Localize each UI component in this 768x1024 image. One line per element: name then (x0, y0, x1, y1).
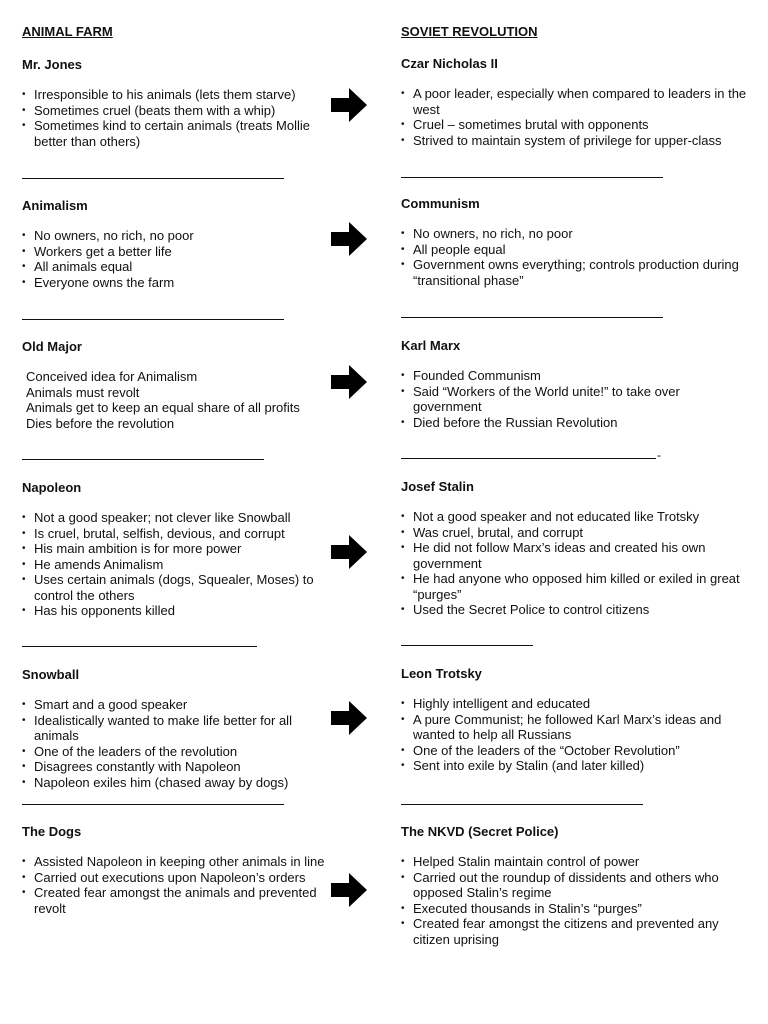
list-item: • One of the leaders of the revolution (22, 744, 327, 760)
plain-list (22, 369, 327, 431)
section-title: Communism (401, 196, 480, 211)
list-item: • Died before the Russian Revolution (401, 415, 751, 431)
list-item: • Sometimes kind to certain animals (treats Mollie better than others) (22, 118, 327, 149)
section-czar-nicholas (401, 56, 751, 148)
section-title: Josef Stalin (401, 479, 474, 494)
right-arrow-icon (331, 365, 367, 399)
section-mr-jones (22, 57, 327, 149)
list-item: Dies before the revolution (26, 415, 175, 431)
list-item: • Irresponsible to his animals (lets them starve) (22, 87, 327, 103)
right-arrow-icon (331, 222, 367, 256)
list-item: • Carried out executions upon Napoleon’s orders (22, 870, 327, 886)
list-item: • Used the Secret Police to control citizens (401, 602, 751, 618)
list-item: • Helped Stalin maintain control of power (401, 854, 751, 870)
bullet-list (22, 87, 327, 149)
section-communism (401, 196, 751, 288)
list-item: • Not a good speaker and not educated like Trotsky (401, 509, 751, 525)
list-item: • No owners, no rich, no poor (401, 226, 751, 242)
list-item: • Created fear amongst the animals and prevented revolt (22, 885, 327, 916)
section-title: Mr. Jones (22, 57, 82, 72)
bullet-list (22, 854, 327, 916)
list-item: • Founded Communism (401, 368, 751, 384)
divider-line (22, 319, 284, 320)
list-item: • Assisted Napoleon in keeping other animals in line (22, 854, 327, 870)
list-item: • All animals equal (22, 259, 327, 275)
section-title: Napoleon (22, 480, 82, 495)
list-item: • Sometimes cruel (beats them with a whip) (22, 103, 327, 119)
section-the-dogs (22, 824, 327, 916)
right-arrow-icon (331, 873, 367, 907)
list-item: • Created fear amongst the citizens and prevented any citizen uprising (401, 916, 751, 947)
list-item: • Not a good speaker; not clever like Snowball (22, 510, 327, 526)
divider-line (401, 317, 663, 318)
section-title: Leon Trotsky (401, 666, 482, 681)
section-title: Czar Nicholas II (401, 56, 498, 71)
list-item: • All people equal (401, 242, 751, 258)
right-arrow-icon (331, 88, 367, 122)
section-title: Snowball (22, 667, 80, 682)
list-item: • Cruel – sometimes brutal with opponents (401, 117, 751, 133)
section-title: The NKVD (Secret Police) (401, 824, 559, 839)
section-napoleon (22, 480, 327, 619)
divider-line (401, 458, 656, 459)
section-animalism (22, 198, 327, 290)
bullet-list (22, 510, 327, 619)
list-item: • Sent into exile by Stalin (and later killed) (401, 758, 751, 774)
list-item: • Executed thousands in Stalin’s “purges” (401, 901, 751, 917)
divider-line (22, 804, 284, 805)
list-item: Conceived idea for Animalism (26, 369, 198, 384)
section-snowball (22, 667, 327, 790)
section-title: Animalism (22, 198, 88, 213)
divider-line (401, 804, 643, 805)
bullet-list (401, 509, 751, 618)
list-item: • Strived to maintain system of privilege for upper-class (401, 133, 751, 149)
divider-line (22, 459, 264, 460)
soviet-revolution-header: SOVIET REVOLUTION (401, 24, 538, 39)
right-arrow-icon (331, 701, 367, 735)
list-item: • His main ambition is for more power (22, 541, 327, 557)
bullet-list (401, 368, 751, 430)
list-item: • He had anyone who opposed him killed or exiled in great “purges” (401, 571, 751, 602)
list-item: • Everyone owns the farm (22, 275, 327, 291)
section-josef-stalin (401, 479, 751, 618)
bullet-list (401, 854, 751, 947)
bullet-list (401, 86, 751, 148)
list-item: • A poor leader, especially when compared to leaders in the west (401, 86, 751, 117)
divider-line (401, 177, 663, 178)
right-arrow-icon (331, 535, 367, 569)
list-item: • No owners, no rich, no poor (22, 228, 327, 244)
list-item: • Idealistically wanted to make life better for all animals (22, 713, 327, 744)
list-item: • Said “Workers of the World unite!” to take over government (401, 384, 751, 415)
list-item: • Government owns everything; controls production during “transitional phase” (401, 257, 751, 288)
list-item: • Carried out the roundup of dissidents and others who opposed Stalin’s regime (401, 870, 751, 901)
list-item: • A pure Communist; he followed Karl Marx’s ideas and wanted to help all Russians (401, 712, 751, 743)
divider-line (22, 178, 284, 179)
list-item: Animals must revolt (26, 384, 140, 400)
list-item: Animals get to keep an equal share of all profits (26, 400, 300, 415)
list-item: • Disagrees constantly with Napoleon (22, 759, 327, 775)
list-item: • One of the leaders of the “October Revolution” (401, 743, 751, 759)
bullet-list (401, 226, 751, 288)
section-title: Old Major (22, 339, 82, 354)
section-title: Karl Marx (401, 338, 461, 353)
list-item: • Has his opponents killed (22, 603, 327, 619)
list-item: • He did not follow Marx’s ideas and created his own government (401, 540, 751, 571)
list-item: • He amends Animalism (22, 557, 327, 573)
list-item: • Workers get a better life (22, 244, 327, 260)
bullet-list (22, 697, 327, 790)
section-nkvd (401, 824, 751, 947)
divider-line (401, 645, 533, 646)
list-item: • Napoleon exiles him (chased away by dogs) (22, 775, 327, 791)
list-item: • Highly intelligent and educated (401, 696, 751, 712)
divider-dash: - (657, 448, 661, 462)
animal-farm-header: ANIMAL FARM (22, 24, 113, 39)
list-item: • Was cruel, brutal, and corrupt (401, 525, 751, 541)
list-item: • Is cruel, brutal, selfish, devious, and corrupt (22, 526, 327, 542)
section-leon-trotsky (401, 666, 751, 774)
bullet-list (22, 228, 327, 290)
section-old-major (22, 339, 327, 431)
divider-line (22, 646, 257, 647)
bullet-list (401, 696, 751, 774)
list-item: • Uses certain animals (dogs, Squealer, Moses) to control the others (22, 572, 327, 603)
list-item: • Smart and a good speaker (22, 697, 327, 713)
section-title: The Dogs (22, 824, 82, 839)
section-karl-marx (401, 338, 751, 430)
